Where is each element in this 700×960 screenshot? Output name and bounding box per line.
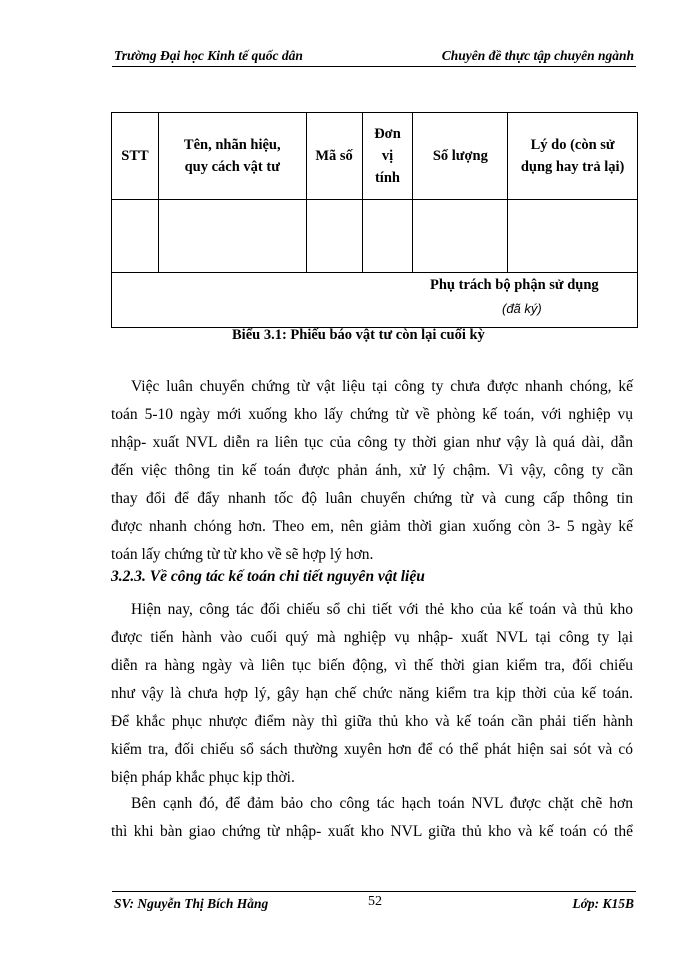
col-reason: Lý do (còn sử dụng hay trả lại) <box>508 113 638 200</box>
col-name: Tên, nhãn hiệu, quy cách vật tư <box>158 113 306 200</box>
header-school: Trường Đại học Kinh tế quốc dân <box>114 48 303 63</box>
table-header-row <box>112 113 638 200</box>
page-footer <box>112 896 636 916</box>
footer-class: Lớp: K15B <box>572 896 634 911</box>
signature-note: (đã ký) <box>502 301 542 316</box>
footer-student: SV: Nguyễn Thị Bích Hằng <box>114 896 269 911</box>
paragraph-2: Hiện nay, công tác đối chiếu sổ chi tiết với thẻ kho của kế toán và thủ kho được tiến hành vào cuối quý mà nghiệp vụ nhập- xuất NVL tại công ty lại diễn ra hàng ngày và liên tục biến động, vì thế thời gian kiểm tra, đối chiếu như vậy là chưa hợp lý, gây hạn chế chức năng kiểm tra kịp thời của kế toán. Để khắc phục nhược điểm này thì giữa thủ kho và kế toán cần phải tiến hành kiểm tra, đối chiếu sổ sách thường xuyên hơn để có thể phát hiện sai sót và có biện pháp khắc phục kịp thời. <box>111 601 633 786</box>
paragraph-3: Bên cạnh đó, để đảm bảo cho công tác hạch toán NVL được chặt chẽ hơn thì khi bàn giao chứng từ nhập- xuất kho NVL giữa thủ kho và kế toán có thể <box>111 795 633 840</box>
signature-row <box>112 273 638 328</box>
signature-title: Phụ trách bộ phận sử dụng <box>430 277 599 293</box>
table-caption: Biểu 3.1: Phiếu báo vật tư còn lại cuối kỳ <box>232 327 485 343</box>
col-code: Mã số <box>306 113 362 200</box>
footer-divider <box>112 891 636 892</box>
header-title: Chuyên đề thực tập chuyên ngành <box>441 48 634 63</box>
col-stt: STT <box>112 113 159 200</box>
page-number: 52 <box>368 894 382 909</box>
header-divider <box>112 66 636 67</box>
section-heading: 3.2.3. Về công tác kế toán chi tiết nguyên vật liệu <box>111 568 425 585</box>
paragraph-1: Việc luân chuyển chứng từ vật liệu tại công ty chưa được nhanh chóng, kế toán 5-10 ngày mới xuống kho lấy chứng từ về phòng kế toán, với nghiệp vụ nhập- xuất NVL diễn ra liên tục của công ty thời gian như vậy là quá dài, dẫn đến việc thông tin kế toán được phản ánh, xử lý chậm. Vì vậy, công ty cần thay đổi để đẩy nhanh tốc độ luân chuyển chứng từ và cung cấp thông tin được nhanh chóng hơn. Theo em, nên giảm thời gian xuống còn 3- 5 ngày kế toán lấy chứng từ từ kho về sẽ hợp lý hơn. <box>111 378 633 563</box>
inventory-form-table <box>111 112 638 328</box>
col-unit: Đơn vị tính <box>362 113 413 200</box>
page-header <box>112 48 634 66</box>
col-quantity: Số lượng <box>413 113 508 200</box>
table-row <box>112 200 638 273</box>
